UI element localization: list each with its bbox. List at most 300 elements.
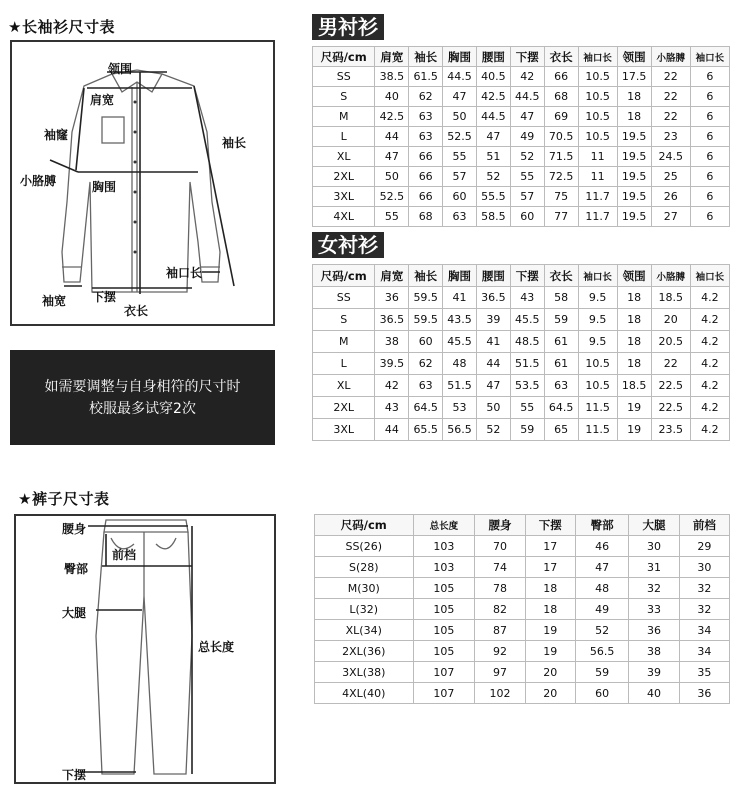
table-cell: 57 — [510, 187, 544, 207]
table-cell: 70 — [475, 536, 525, 557]
table-cell: 4.2 — [690, 309, 729, 331]
table-cell: 48 — [443, 353, 477, 375]
table-cell: 52 — [476, 419, 510, 441]
table-cell: 48 — [575, 578, 628, 599]
column-header: 袖长 — [409, 265, 443, 287]
table-cell: 42.5 — [375, 107, 409, 127]
table-cell: 6 — [690, 127, 729, 147]
table-cell: 18 — [617, 331, 651, 353]
table-cell: 11.7 — [578, 207, 617, 227]
table-row — [315, 662, 730, 683]
column-header: 袖口长 — [690, 265, 729, 287]
table-cell: 40.5 — [476, 67, 510, 87]
table-cell: 61.5 — [409, 67, 443, 87]
table-cell: 39 — [476, 309, 510, 331]
table-cell: 4.2 — [690, 419, 729, 441]
notice-line-1: 如需要调整与自身相符的尺寸时 — [44, 378, 241, 395]
table-cell: 36 — [679, 683, 729, 704]
table-cell: 63 — [409, 375, 443, 397]
table-cell: 18 — [617, 107, 651, 127]
table-cell: 31 — [629, 557, 679, 578]
notice-line-2: 校服最多试穿2次 — [89, 400, 196, 417]
table-cell: 38 — [375, 331, 409, 353]
table-cell: 19.5 — [617, 167, 651, 187]
table-cell: 59 — [575, 662, 628, 683]
table-row — [313, 87, 730, 107]
table-row — [313, 127, 730, 147]
table-cell: 22 — [651, 353, 690, 375]
table-cell: 43 — [375, 397, 409, 419]
column-header: 衣长 — [544, 47, 578, 67]
table-cell: 66 — [544, 67, 578, 87]
table-cell: 103 — [413, 536, 475, 557]
table-cell: 23.5 — [651, 419, 690, 441]
table-cell: 61 — [544, 353, 578, 375]
column-header: 臀部 — [575, 515, 628, 536]
table-cell: 71.5 — [544, 147, 578, 167]
size-cell: M — [313, 331, 375, 353]
fitting-notice — [10, 350, 275, 445]
table-cell: 47 — [443, 87, 477, 107]
table-cell: 66 — [409, 147, 443, 167]
table-cell: 29 — [679, 536, 729, 557]
size-cell: S — [313, 309, 375, 331]
table-cell: 36 — [375, 287, 409, 309]
table-cell: 49 — [510, 127, 544, 147]
pants-total-length-label: 总长度 — [198, 640, 235, 654]
table-cell: 47 — [510, 107, 544, 127]
table-cell: 32 — [679, 599, 729, 620]
table-row — [315, 683, 730, 704]
table-cell: 10.5 — [578, 353, 617, 375]
table-cell: 44.5 — [443, 67, 477, 87]
table-cell: 65.5 — [409, 419, 443, 441]
size-cell: XL — [313, 147, 375, 167]
table-row — [313, 187, 730, 207]
table-row — [313, 287, 730, 309]
table-cell: 48.5 — [510, 331, 544, 353]
table-cell: 22.5 — [651, 375, 690, 397]
men-shirts-table — [312, 46, 730, 227]
table-cell: 52.5 — [375, 187, 409, 207]
table-cell: 17.5 — [617, 67, 651, 87]
table-cell: 25 — [651, 167, 690, 187]
table-cell: 42.5 — [476, 87, 510, 107]
column-header: 腰围 — [476, 265, 510, 287]
table-cell: 78 — [475, 578, 525, 599]
table-cell: 63 — [443, 207, 477, 227]
table-cell: 53 — [443, 397, 477, 419]
table-cell: 6 — [690, 107, 729, 127]
column-header: 小胳膊 — [651, 47, 690, 67]
table-cell: 60 — [409, 331, 443, 353]
chest-label: 胸围 — [92, 180, 117, 194]
table-cell: 107 — [413, 683, 475, 704]
column-header: 小胳膊 — [651, 265, 690, 287]
table-cell: 11 — [578, 167, 617, 187]
table-cell: 30 — [679, 557, 729, 578]
table-cell: 77 — [544, 207, 578, 227]
table-cell: 66 — [409, 167, 443, 187]
table-cell: 58.5 — [476, 207, 510, 227]
table-cell: 34 — [679, 620, 729, 641]
table-cell: 22 — [651, 87, 690, 107]
men-shirts-title: 男衬衫 — [312, 14, 384, 40]
size-cell: S(28) — [315, 557, 414, 578]
table-cell: 30 — [629, 536, 679, 557]
table-row — [315, 536, 730, 557]
column-header: 前档 — [679, 515, 729, 536]
table-cell: 9.5 — [578, 309, 617, 331]
table-header-row — [313, 47, 730, 67]
table-cell: 59.5 — [409, 287, 443, 309]
table-cell: 4.2 — [690, 331, 729, 353]
table-header-row — [313, 265, 730, 287]
table-cell: 56.5 — [575, 641, 628, 662]
table-cell: 10.5 — [578, 107, 617, 127]
table-cell: 20.5 — [651, 331, 690, 353]
table-cell: 55.5 — [476, 187, 510, 207]
table-cell: 19 — [525, 641, 575, 662]
table-cell: 63 — [409, 107, 443, 127]
table-cell: 39 — [629, 662, 679, 683]
table-cell: 44 — [375, 419, 409, 441]
table-cell: 19.5 — [617, 127, 651, 147]
table-cell: 51.5 — [510, 353, 544, 375]
table-cell: 10.5 — [578, 67, 617, 87]
table-cell: 47 — [476, 375, 510, 397]
column-header: 肩宽 — [375, 47, 409, 67]
table-row — [313, 331, 730, 353]
table-cell: 55 — [375, 207, 409, 227]
table-cell: 18.5 — [651, 287, 690, 309]
table-row — [315, 599, 730, 620]
table-cell: 105 — [413, 599, 475, 620]
table-row — [313, 67, 730, 87]
table-row — [313, 207, 730, 227]
table-cell: 63 — [544, 375, 578, 397]
column-header: 下摆 — [510, 47, 544, 67]
table-cell: 105 — [413, 641, 475, 662]
table-cell: 44 — [375, 127, 409, 147]
table-cell: 50 — [375, 167, 409, 187]
armhole-label: 袖窿 — [44, 128, 69, 142]
table-cell: 43.5 — [443, 309, 477, 331]
column-header: 尺码/cm — [315, 515, 414, 536]
size-cell: 4XL(40) — [315, 683, 414, 704]
size-cell: 2XL — [313, 167, 375, 187]
table-cell: 24.5 — [651, 147, 690, 167]
pants-section-title: ★裤子尺寸表 — [18, 490, 110, 508]
shoulder-label: 肩宽 — [90, 93, 115, 107]
table-cell: 4.2 — [690, 375, 729, 397]
table-cell: 20 — [525, 683, 575, 704]
table-cell: 52 — [510, 147, 544, 167]
table-cell: 51 — [476, 147, 510, 167]
table-cell: 17 — [525, 536, 575, 557]
table-cell: 19.5 — [617, 147, 651, 167]
size-cell: M — [313, 107, 375, 127]
sleeve-width-label: 袖宽 — [42, 294, 67, 308]
table-header-row — [315, 515, 730, 536]
column-header: 总长度 — [413, 515, 475, 536]
table-cell: 45.5 — [443, 331, 477, 353]
pants-hip-label: 臀部 — [64, 562, 89, 576]
table-cell: 44 — [476, 353, 510, 375]
table-cell: 19 — [617, 419, 651, 441]
table-cell: 50 — [443, 107, 477, 127]
table-cell: 18 — [617, 309, 651, 331]
size-cell: L(32) — [315, 599, 414, 620]
pants-table — [314, 514, 730, 704]
cuff-label: 袖口长 — [166, 266, 203, 280]
table-cell: 51.5 — [443, 375, 477, 397]
table-cell: 39.5 — [375, 353, 409, 375]
column-header: 胸围 — [443, 265, 477, 287]
table-cell: 40 — [629, 683, 679, 704]
table-cell: 9.5 — [578, 287, 617, 309]
table-cell: 10.5 — [578, 375, 617, 397]
shirt-section-title: ★长袖衫尺寸表 — [8, 18, 115, 36]
table-cell: 33 — [629, 599, 679, 620]
table-row — [313, 353, 730, 375]
table-cell: 64.5 — [544, 397, 578, 419]
table-row — [315, 641, 730, 662]
table-cell: 53.5 — [510, 375, 544, 397]
table-cell: 82 — [475, 599, 525, 620]
column-header: 大腿 — [629, 515, 679, 536]
table-cell: 6 — [690, 67, 729, 87]
table-cell: 52 — [476, 167, 510, 187]
size-cell: 2XL(36) — [315, 641, 414, 662]
table-cell: 23 — [651, 127, 690, 147]
women-shirts-title: 女衬衫 — [312, 232, 384, 258]
size-cell: 3XL — [313, 419, 375, 441]
length-label: 衣长 — [124, 304, 149, 318]
table-cell: 49 — [575, 599, 628, 620]
size-cell: M(30) — [315, 578, 414, 599]
table-cell: 62 — [409, 353, 443, 375]
table-cell: 59 — [544, 309, 578, 331]
table-cell: 46 — [575, 536, 628, 557]
table-cell: 11.5 — [578, 397, 617, 419]
column-header: 胸围 — [443, 47, 477, 67]
table-row — [313, 397, 730, 419]
size-cell: S — [313, 87, 375, 107]
table-cell: 35 — [679, 662, 729, 683]
table-cell: 42 — [510, 67, 544, 87]
table-cell: 19.5 — [617, 207, 651, 227]
table-cell: 60 — [443, 187, 477, 207]
column-header: 肩宽 — [375, 265, 409, 287]
table-cell: 65 — [544, 419, 578, 441]
table-cell: 20 — [651, 309, 690, 331]
women-shirts-table — [312, 264, 730, 441]
column-header: 下摆 — [510, 265, 544, 287]
table-cell: 59 — [510, 419, 544, 441]
table-cell: 6 — [690, 187, 729, 207]
table-cell: 40 — [375, 87, 409, 107]
pants-front-rise-label: 前档 — [112, 548, 137, 562]
table-cell: 4.2 — [690, 353, 729, 375]
table-cell: 52 — [575, 620, 628, 641]
table-cell: 44.5 — [476, 107, 510, 127]
size-cell: L — [313, 127, 375, 147]
column-header: 下摆 — [525, 515, 575, 536]
column-header: 领围 — [617, 265, 651, 287]
size-cell: XL — [313, 375, 375, 397]
column-header: 尺码/cm — [313, 47, 375, 67]
size-cell: SS — [313, 67, 375, 87]
table-cell: 64.5 — [409, 397, 443, 419]
table-cell: 87 — [475, 620, 525, 641]
column-header: 袖口长 — [690, 47, 729, 67]
table-cell: 9.5 — [578, 331, 617, 353]
table-cell: 56.5 — [443, 419, 477, 441]
collar-label: 领围 — [108, 62, 133, 76]
table-cell: 18 — [525, 599, 575, 620]
column-header: 领围 — [617, 47, 651, 67]
size-cell: SS(26) — [315, 536, 414, 557]
size-cell: 3XL(38) — [315, 662, 414, 683]
table-cell: 11.5 — [578, 419, 617, 441]
table-cell: 18 — [617, 353, 651, 375]
table-cell: 70.5 — [544, 127, 578, 147]
table-cell: 32 — [679, 578, 729, 599]
column-header: 衣长 — [544, 265, 578, 287]
pants-diagram-frame — [14, 514, 276, 784]
table-cell: 45.5 — [510, 309, 544, 331]
table-cell: 68 — [544, 87, 578, 107]
table-cell: 105 — [413, 620, 475, 641]
table-cell: 62 — [409, 87, 443, 107]
table-cell: 74 — [475, 557, 525, 578]
table-cell: 42 — [375, 375, 409, 397]
table-row — [313, 375, 730, 397]
table-cell: 63 — [409, 127, 443, 147]
table-cell: 61 — [544, 331, 578, 353]
table-cell: 60 — [575, 683, 628, 704]
shirt-diagram-frame — [10, 40, 275, 326]
table-cell: 38.5 — [375, 67, 409, 87]
table-row — [313, 309, 730, 331]
hem-label: 下摆 — [92, 290, 117, 304]
table-cell: 97 — [475, 662, 525, 683]
table-cell: 36.5 — [476, 287, 510, 309]
table-row — [315, 578, 730, 599]
table-cell: 17 — [525, 557, 575, 578]
size-cell: XL(34) — [315, 620, 414, 641]
table-row — [315, 557, 730, 578]
table-cell: 47 — [575, 557, 628, 578]
table-cell: 52.5 — [443, 127, 477, 147]
table-cell: 18 — [525, 578, 575, 599]
table-row — [315, 620, 730, 641]
table-cell: 103 — [413, 557, 475, 578]
column-header: 袖口长 — [578, 47, 617, 67]
table-cell: 102 — [475, 683, 525, 704]
table-cell: 58 — [544, 287, 578, 309]
table-cell: 38 — [629, 641, 679, 662]
table-cell: 22 — [651, 107, 690, 127]
table-cell: 66 — [409, 187, 443, 207]
table-row — [313, 107, 730, 127]
table-cell: 72.5 — [544, 167, 578, 187]
table-cell: 11 — [578, 147, 617, 167]
table-cell: 6 — [690, 167, 729, 187]
table-cell: 60 — [510, 207, 544, 227]
pants-waist-label: 腰身 — [62, 522, 87, 536]
table-cell: 55 — [443, 147, 477, 167]
table-cell: 69 — [544, 107, 578, 127]
table-cell: 22.5 — [651, 397, 690, 419]
pants-thigh-label: 大腿 — [62, 606, 87, 620]
table-cell: 75 — [544, 187, 578, 207]
table-cell: 20 — [525, 662, 575, 683]
table-cell: 59.5 — [409, 309, 443, 331]
column-header: 尺码/cm — [313, 265, 375, 287]
table-cell: 34 — [679, 641, 729, 662]
table-cell: 18 — [617, 87, 651, 107]
size-cell: 2XL — [313, 397, 375, 419]
table-cell: 6 — [690, 147, 729, 167]
table-cell: 19 — [617, 397, 651, 419]
pants-hem-label: 下摆 — [62, 768, 87, 782]
pants-illustration — [16, 516, 274, 782]
table-cell: 41 — [476, 331, 510, 353]
table-cell: 4.2 — [690, 287, 729, 309]
size-cell: SS — [313, 287, 375, 309]
bicep-label: 小胳膊 — [20, 174, 57, 188]
table-cell: 32 — [629, 578, 679, 599]
table-row — [313, 147, 730, 167]
table-cell: 43 — [510, 287, 544, 309]
size-cell: L — [313, 353, 375, 375]
table-cell: 18 — [617, 287, 651, 309]
table-cell: 57 — [443, 167, 477, 187]
column-header: 腰围 — [476, 47, 510, 67]
table-cell: 19.5 — [617, 187, 651, 207]
table-cell: 10.5 — [578, 87, 617, 107]
table-cell: 22 — [651, 67, 690, 87]
table-row — [313, 419, 730, 441]
table-cell: 36 — [629, 620, 679, 641]
table-cell: 107 — [413, 662, 475, 683]
table-cell: 6 — [690, 87, 729, 107]
table-cell: 105 — [413, 578, 475, 599]
table-cell: 44.5 — [510, 87, 544, 107]
column-header: 袖口长 — [578, 265, 617, 287]
table-cell: 10.5 — [578, 127, 617, 147]
table-cell: 27 — [651, 207, 690, 227]
table-cell: 11.7 — [578, 187, 617, 207]
table-cell: 41 — [443, 287, 477, 309]
size-cell: 4XL — [313, 207, 375, 227]
table-cell: 50 — [476, 397, 510, 419]
table-row — [313, 167, 730, 187]
table-cell: 18.5 — [617, 375, 651, 397]
table-cell: 4.2 — [690, 397, 729, 419]
table-cell: 92 — [475, 641, 525, 662]
sleeve-length-label: 袖长 — [222, 136, 247, 150]
table-cell: 68 — [409, 207, 443, 227]
table-cell: 47 — [375, 147, 409, 167]
table-cell: 55 — [510, 397, 544, 419]
table-cell: 47 — [476, 127, 510, 147]
table-cell: 55 — [510, 167, 544, 187]
table-cell: 19 — [525, 620, 575, 641]
table-cell: 6 — [690, 207, 729, 227]
